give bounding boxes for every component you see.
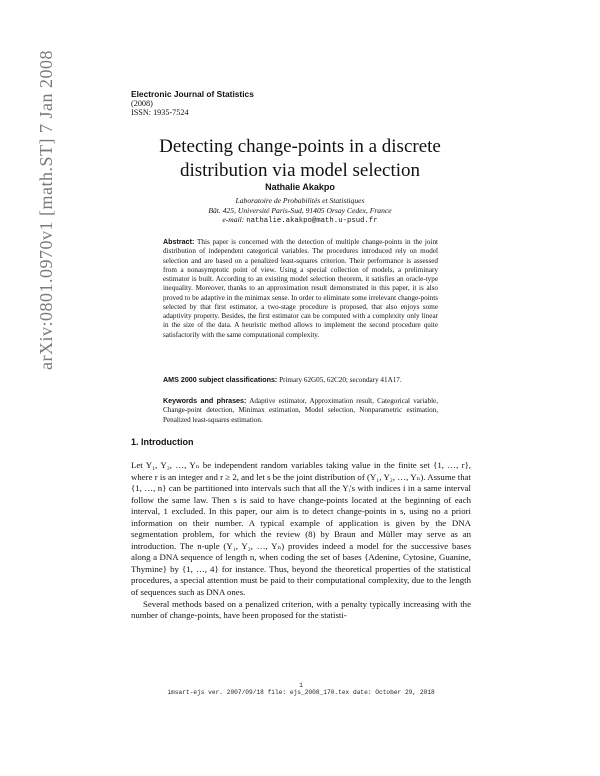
affiliation: [110, 196, 490, 227]
ams-classification: [163, 376, 438, 385]
email-label: e-mail:: [222, 215, 245, 224]
affiliation-lab: Laboratoire de Probabilités et Statistiques: [235, 196, 365, 205]
abstract: [163, 238, 438, 340]
page-number: 1: [299, 682, 303, 689]
ams-text: Primary 62G05, 62C20; secondary 41A17.: [279, 376, 402, 384]
journal-header: [131, 90, 254, 118]
paper-title: [110, 135, 490, 183]
intro-paragraph-2: Several methods based on a penalized criterion, with a penalty typically increasing with the number of change-points, have been proposed for the statisti-: [131, 598, 471, 621]
affiliation-address: Bât. 425, Université Paris-Sud, 91405 Orsay Cedex, France: [208, 205, 392, 215]
journal-year: (2008): [131, 99, 153, 109]
arxiv-sidebar-id: arXiv:0801.0970v1 [math.ST] 7 Jan 2008: [36, 50, 56, 370]
keywords-text: Adaptive estimator, Approximation result, Categorical variable, Change-point detection, Minimax estimation, Model selection, Nonparametric estimation, Penalized least-squares estimation.: [163, 397, 439, 424]
abstract-text: This paper is concerned with the detection of multiple change-points in the joint distribution of independent categorical variables. The procedures introduced rely on model selection and are based on a penalized least-squares criterion. Their performance is assessed from a nonasymptotic point of view. Using a special collection of models, a preliminary estimator is built. According to an existing model selection theorem, it satisfies an oracle-type inequality. Moreover, thanks to an approximation result demonstrated in this paper, it is also proved to be adaptive in the minimax sense. In order to eliminate some irrelevant change-points selected by that first estimator, a two-stage procedure is proposed, that also enjoys some adaptivity property. Besides, the first estimator can be computed with a complexity only linear in the size of the data. A heuristic method allows to implement the second procedure quite satisfactorily with the same computational complexity.: [163, 238, 438, 339]
journal-name: Electronic Journal of Statistics: [131, 89, 254, 99]
keywords-label: Keywords and phrases:: [163, 397, 247, 405]
intro-paragraph-1: Let Y₁, Y₂, …, Yₙ be independent random variables taking value in the finite set {1, …, r}, where r is an integer and r ≥ 2, and let s be the joint distribution of (Y₁, Y₂, …, Yₙ). Assume that {1, …, n} can be partitioned into intervals such that all the Yᵢ's with indices i in a same interval follow the same law. Then s is said to have change-points located at the beginning of each interval, 1 excluded. In this paper, our aim is to detect change-points in s, using no a priori information on their number. A typical example of application is given by the DNA segmentation problem, for which the review (8) by Braun and Müller may serve as an introduction. The n-uple (Y₁, Y₂, …, Yₙ) provides indeed a model for the successive bases along a DNA sequence of length n, when coding the set of bases {Adenine, Cytosine, Guanine, Thymine} by {1, …, 4} for instance. Thus, beyond the theoretical properties of the statistical procedures, a special attention must be paid to their computational complexity, due to the length of sequences such as DNA ones.: [131, 460, 471, 598]
email-address[interactable]: nathalie.akakpo@math.u-psud.fr: [246, 217, 378, 225]
author-name: Nathalie Akakpo: [265, 182, 335, 192]
ams-label: AMS 2000 subject classifications:: [163, 376, 278, 384]
introduction-body: [131, 460, 471, 622]
section-heading: 1. Introduction: [131, 437, 194, 447]
journal-issn: ISSN: 1935-7524: [131, 108, 189, 118]
footer-text: imsart-ejs ver. 2007/09/18 file: ejs_2008_170.tex date: October 29, 2018: [167, 689, 435, 696]
page-footer: [131, 682, 471, 696]
abstract-label: Abstract:: [163, 238, 195, 246]
title-line-1: Detecting change-points in a discrete: [159, 136, 441, 157]
affiliation-email-line: [110, 215, 490, 227]
keywords: [163, 397, 438, 425]
title-line-2: distribution via model selection: [179, 160, 421, 181]
